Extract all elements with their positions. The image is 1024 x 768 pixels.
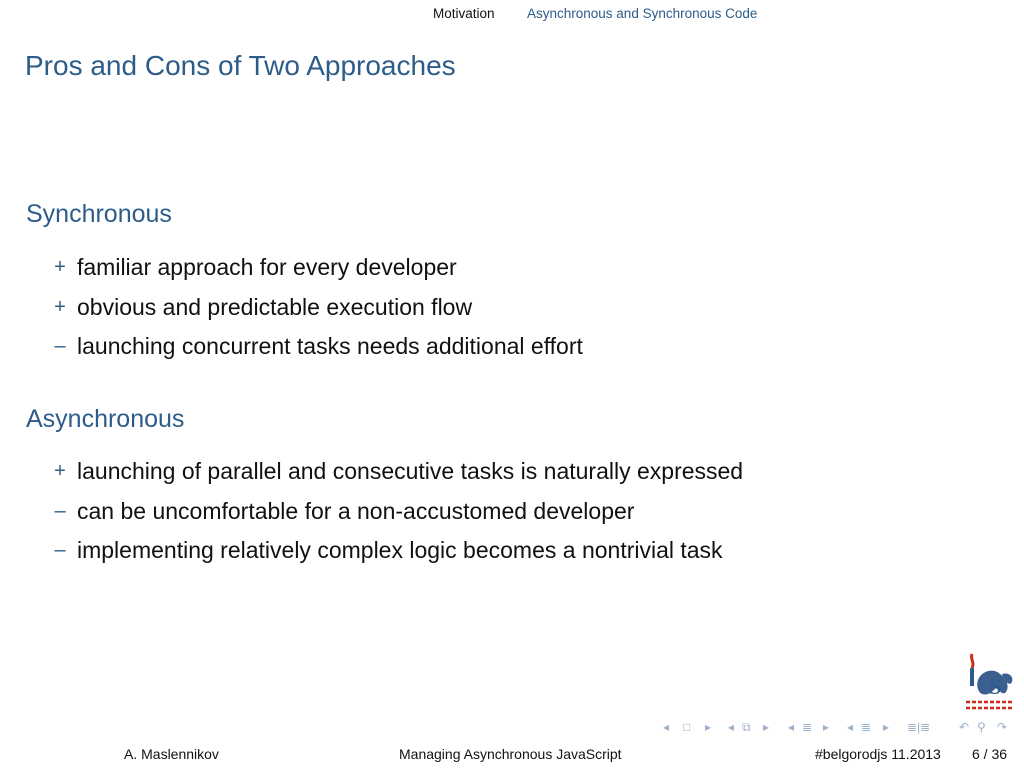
prev-arrow-icon[interactable]: ◂	[847, 720, 854, 734]
subsection-icon[interactable]: ⧉	[742, 720, 751, 734]
logo-letter-s: S	[989, 674, 1002, 699]
block-title-synchronous: Synchronous	[26, 200, 172, 228]
list-item-text: launching concurrent tasks needs additional effort	[77, 333, 583, 359]
frame-title: Pros and Cons of Two Approaches	[25, 50, 456, 81]
next-arrow-icon[interactable]: ▸	[705, 720, 712, 734]
footer	[0, 746, 1024, 766]
prev-arrow-icon[interactable]: ◂	[728, 720, 735, 734]
next-arrow-icon[interactable]: ▸	[883, 720, 890, 734]
nav-section-motivation[interactable]: Motivation	[433, 6, 495, 21]
footer-title: Managing Asynchronous JavaScript	[399, 746, 622, 762]
footer-event: #belgorodjs 11.2013	[815, 746, 941, 762]
next-arrow-icon[interactable]: ▸	[823, 720, 830, 734]
beamer-navigation-symbols	[663, 718, 1019, 740]
section-icon[interactable]: ≣	[861, 720, 872, 734]
section-icon[interactable]: ≣	[802, 720, 813, 734]
lion-torch-logo	[960, 652, 1018, 714]
prev-arrow-icon[interactable]: ◂	[663, 720, 670, 734]
forward-icon[interactable]: ↷	[997, 720, 1008, 734]
list-item-text: launching of parallel and consecutive tasks is naturally expressed	[77, 458, 744, 484]
minus-mark: –	[54, 499, 66, 522]
toc-icon[interactable]: ≣|≣	[907, 720, 931, 734]
prev-arrow-icon[interactable]: ◂	[788, 720, 795, 734]
next-arrow-icon[interactable]: ▸	[763, 720, 770, 734]
frame-icon[interactable]: □	[683, 720, 691, 734]
back-icon[interactable]: ↶	[959, 720, 970, 734]
minus-mark: –	[54, 335, 66, 357]
block-title-asynchronous: Asynchronous	[26, 405, 185, 433]
list-item-text: familiar approach for every developer	[77, 254, 457, 280]
torch-flame-icon	[972, 654, 973, 668]
header-navigation	[0, 6, 1024, 24]
torch-handle-icon	[970, 668, 974, 686]
nav-section-async-sync[interactable]: Asynchronous and Synchronous Code	[527, 6, 758, 21]
plus-mark: +	[54, 295, 66, 318]
search-icon[interactable]: ⚲	[977, 720, 986, 734]
plus-mark: +	[54, 460, 66, 482]
footer-page-number: 6 / 36	[972, 746, 1008, 762]
plus-mark: +	[54, 256, 66, 278]
list-item-text: obvious and predictable execution flow	[77, 293, 473, 320]
list-item-text: implementing relatively complex logic becomes a nontrivial task	[77, 537, 723, 563]
minus-mark: –	[54, 539, 66, 561]
list-item-text: can be uncomfortable for a non-accustomed developer	[77, 497, 635, 524]
footer-author: A. Maslennikov	[124, 746, 219, 762]
